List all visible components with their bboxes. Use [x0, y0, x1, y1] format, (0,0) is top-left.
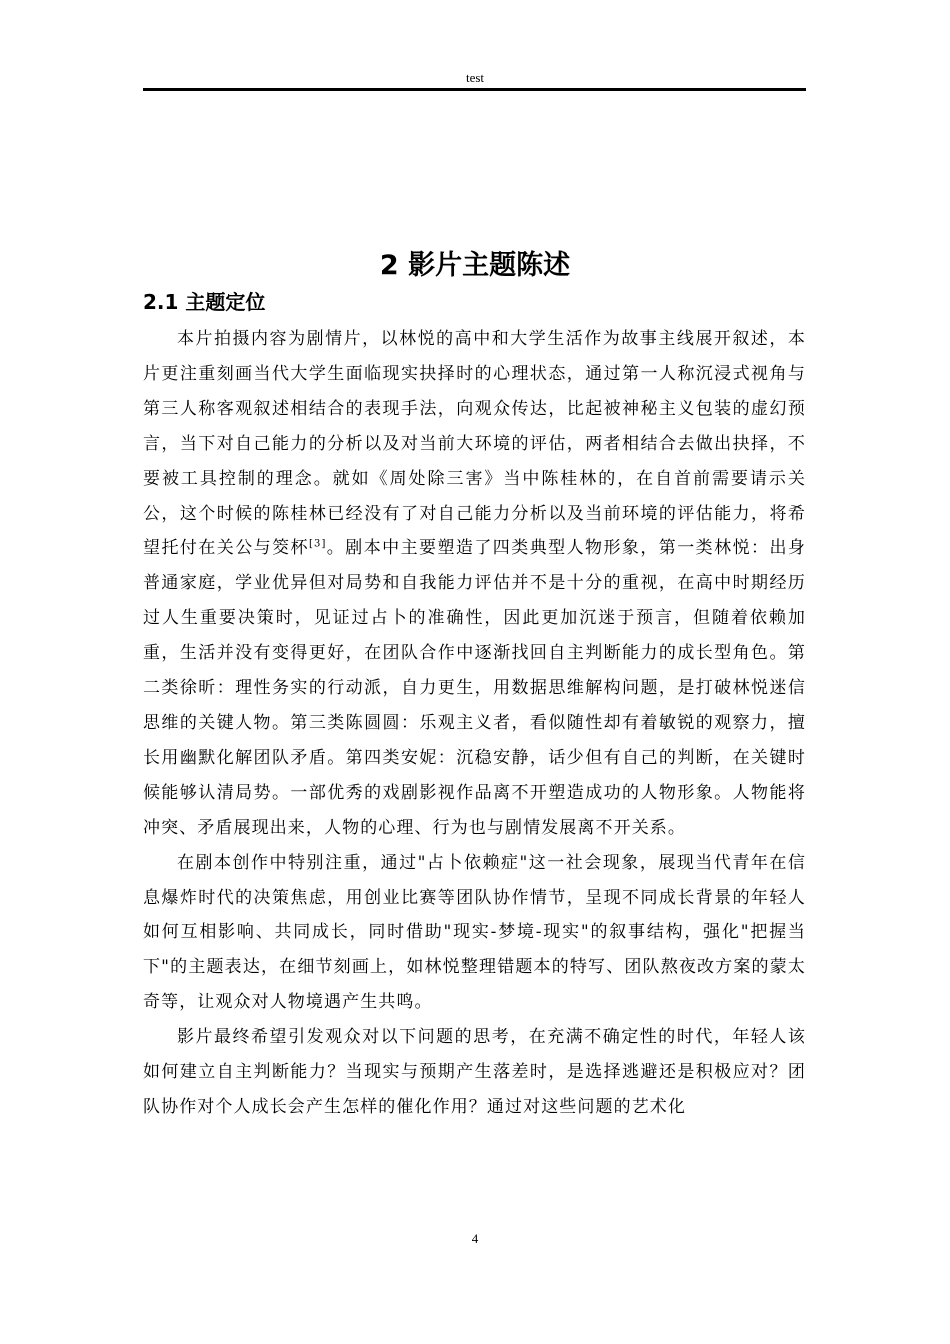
- paragraph: 影片最终希望引发观众对以下问题的思考，在充满不确定性的时代，年轻人该如何建立自主判断能力？当现实与预期产生落差时，是选择逃避还是积极应对？团队协作对个人成长会产生怎样的催化作用？通过对这些问题的艺术化: [143, 1027, 806, 1117]
- body-text: [143, 322, 806, 1125]
- page-number: 4: [471, 1231, 479, 1246]
- citation-marker: [3]: [309, 538, 327, 550]
- paragraph-text: 。剧本中主要塑造了四类典型人物形象，第一类林悦：出身普通家庭，学业优异但对局势和自我能力评估并不是十分的重视，在高中时期经历过人生重要决策时，见证过占卜的准确性，因此更加沉迷于预言，但随着依赖加重，生活并没有变得更好，在团队合作中逐渐找回自主判断能力的成长型角色。第二类徐昕：理性务实的行动派，自力更生，用数据思维解构问题，是打破林悦迷信思维的关键人物。第三类陈圆圆：乐观主义者，看似随性却有着敏锐的观察力，擅长用幽默化解团队矛盾。第四类安妮：沉稳安静，话少但有自己的判断，在关键时候能够认清局势。一部优秀的戏剧影视作品离不开塑造成功的人物形象。人物能将冲突、矛盾展现出来，人物的心理、行为也与剧情发展离不开关系。: [143, 538, 806, 838]
- header-rule: [143, 88, 806, 91]
- paragraph: 在剧本创作中特别注重，通过"占卜依赖症"这一社会现象，展现当代青年在信息爆炸时代的决策焦虑，用创业比赛等团队协作情节，呈现不同成长背景的年轻人如何互相影响、共同成长，同时借助"现实-梦境-现实"的叙事结构，强化"把握当下"的主题表达，在细节刻画上，如林悦整理错题本的特写、团队熬夜改方案的蒙太奇等，让观众对人物境遇产生共鸣。: [143, 852, 806, 1013]
- section-heading: 2.1 主题定位: [143, 290, 266, 314]
- running-header: test: [465, 70, 485, 85]
- chapter-title: 2 影片主题陈述: [379, 250, 571, 281]
- paragraph-text: 本片拍摄内容为剧情片，以林悦的高中和大学生活作为故事主线展开叙述，本片更注重刻画当代大学生面临现实抉择时的心理状态，通过第一人称沉浸式视角与第三人称客观叙述相结合的表现手法，向观众传达，比起被神秘主义包装的虚幻预言，当下对自己能力的分析以及对当前大环境的评估，两者相结合去做出抉择，不要被工具控制的理念。就如《周处除三害》当中陈桂林的，在自首前需要请示关公，这个时候的陈桂林已经没有了对自己能力分析以及当前环境的评估能力，将希望托付在关公与筊杯: [143, 329, 806, 559]
- paragraph: [143, 322, 806, 846]
